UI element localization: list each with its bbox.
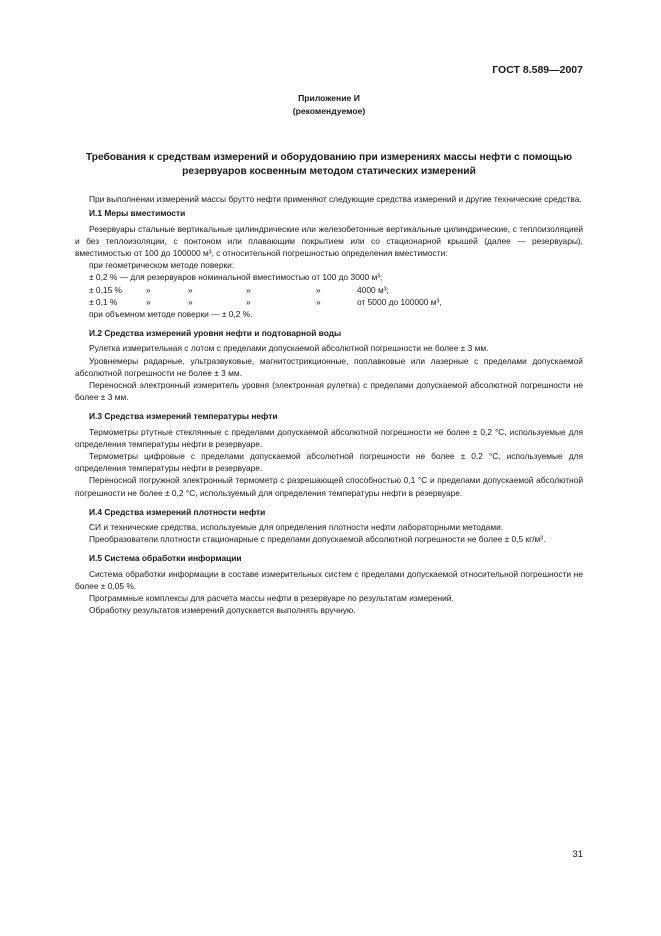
paragraph: при геометрическом методе поверки: <box>89 260 235 271</box>
section-title: И.1 Меры вместимости <box>89 208 186 219</box>
tolerance-table <box>89 284 442 308</box>
tolerance-row <box>89 296 442 308</box>
paragraph: Система обработки информации в составе измерительных систем с пределами допускаемой относительной погрешности не более ± 0,05 %. <box>75 568 583 591</box>
ditto-mark: » <box>146 284 151 295</box>
annex-heading <box>75 92 583 117</box>
paragraph: Переносной электронный измеритель уровня (электронная рулетка) с пределами допускаемой абсолютной погрешности не более ± 3 мм. <box>75 380 583 403</box>
section-title: И.5 Система обработки информации <box>89 553 242 564</box>
capacity-range: от 5000 до 100000 м³, <box>357 296 442 307</box>
ditto-mark: » <box>316 296 321 307</box>
paragraph: Обработку результатов измерений допускается выполнять вручную. <box>89 605 356 616</box>
annex-label: Приложение И <box>298 93 360 103</box>
section-title: И.2 Средства измерений уровня нефти и подтоварной воды <box>89 328 342 339</box>
tolerance-row <box>89 284 442 296</box>
paragraph: СИ и технические средства, используемые для определения плотности нефти лабораторными методами. <box>89 522 504 533</box>
paragraph: Переносной погружной электронный термометр с разрешающей способностью 0,1 °С и пределами допускаемой абсолютной погрешности не более ± 0,2 °С, используемый для определения температуры нефти в резервуаре. <box>75 475 583 498</box>
capacity-range: 4000 м³; <box>357 284 389 295</box>
annex-status: (рекомендуемое) <box>292 105 366 116</box>
ditto-mark: » <box>188 296 193 307</box>
paragraph: при объемном методе поверки — ± 0,2 %. <box>89 309 253 320</box>
paragraph: Рулетка измерительная с лотом с пределами допускаемой абсолютной погрешности не более ± 3 мм. <box>89 343 489 354</box>
intro-paragraph: При выполнении измерений массы брутто нефти применяют следующие средства измерений и другие технические средства. <box>89 194 582 205</box>
ditto-mark: » <box>246 296 251 307</box>
ditto-mark: » <box>146 296 151 307</box>
paragraph: Программные комплексы для расчета массы нефти в резервуаре по результатам измерений. <box>89 593 454 604</box>
document-code: ГОСТ 8.589—2007 <box>492 64 583 76</box>
section-title: И.3 Средства измерений температуры нефти <box>89 411 278 422</box>
annex-title: Требования к средствам измерений и оборудованию при измерениях массы нефти с помощью резервуаров косвенным методом статических измерений <box>85 152 573 178</box>
ditto-mark: » <box>188 284 193 295</box>
section-title: И.4 Средства измерений плотности нефти <box>89 506 266 517</box>
tolerance-value: ± 0,1 % <box>89 296 118 307</box>
paragraph: Преобразователи плотности стационарные с пределами допускаемой абсолютной погрешности не более ± 0,5 кг/м³. <box>89 534 546 545</box>
tolerance-value: ± 0,15 % <box>89 284 122 295</box>
paragraph: Резервуары стальные вертикальные цилиндрические или железобетонные вертикальные цилиндрические, с теплоизоляцией и без теплоизоляции, с понтоном или плавающим покрытием или со стационарной крышей (далее — резервуары), вместимостью от 100 до 100000 м³, с относительной погрешностью определения вместимости: <box>75 223 583 258</box>
paragraph: Уровнемеры радарные, ультразвуковые, магнитострикционные, поплавковые или лазерные с пределами допускаемой абсолютной погрешности не более ± 3 мм. <box>75 355 583 378</box>
paragraph: Термометры ртутные стеклянные с пределами допускаемой абсолютной погрешности не более ± 0,2 °С, используемые для определения температуры нефти в резервуаре. <box>75 426 583 449</box>
ditto-mark: » <box>316 284 321 295</box>
paragraph: Термометры цифровые с пределами допускаемой абсолютной погрешности не более ± 0,2 °С, используемые для определения температуры нефти в резервуаре. <box>75 451 583 474</box>
page-number: 31 <box>572 849 583 860</box>
ditto-mark: » <box>246 284 251 295</box>
tolerance-row: ± 0,2 % — для резервуаров номинальной вместимостью от 100 до 3000 м³; <box>89 272 383 283</box>
